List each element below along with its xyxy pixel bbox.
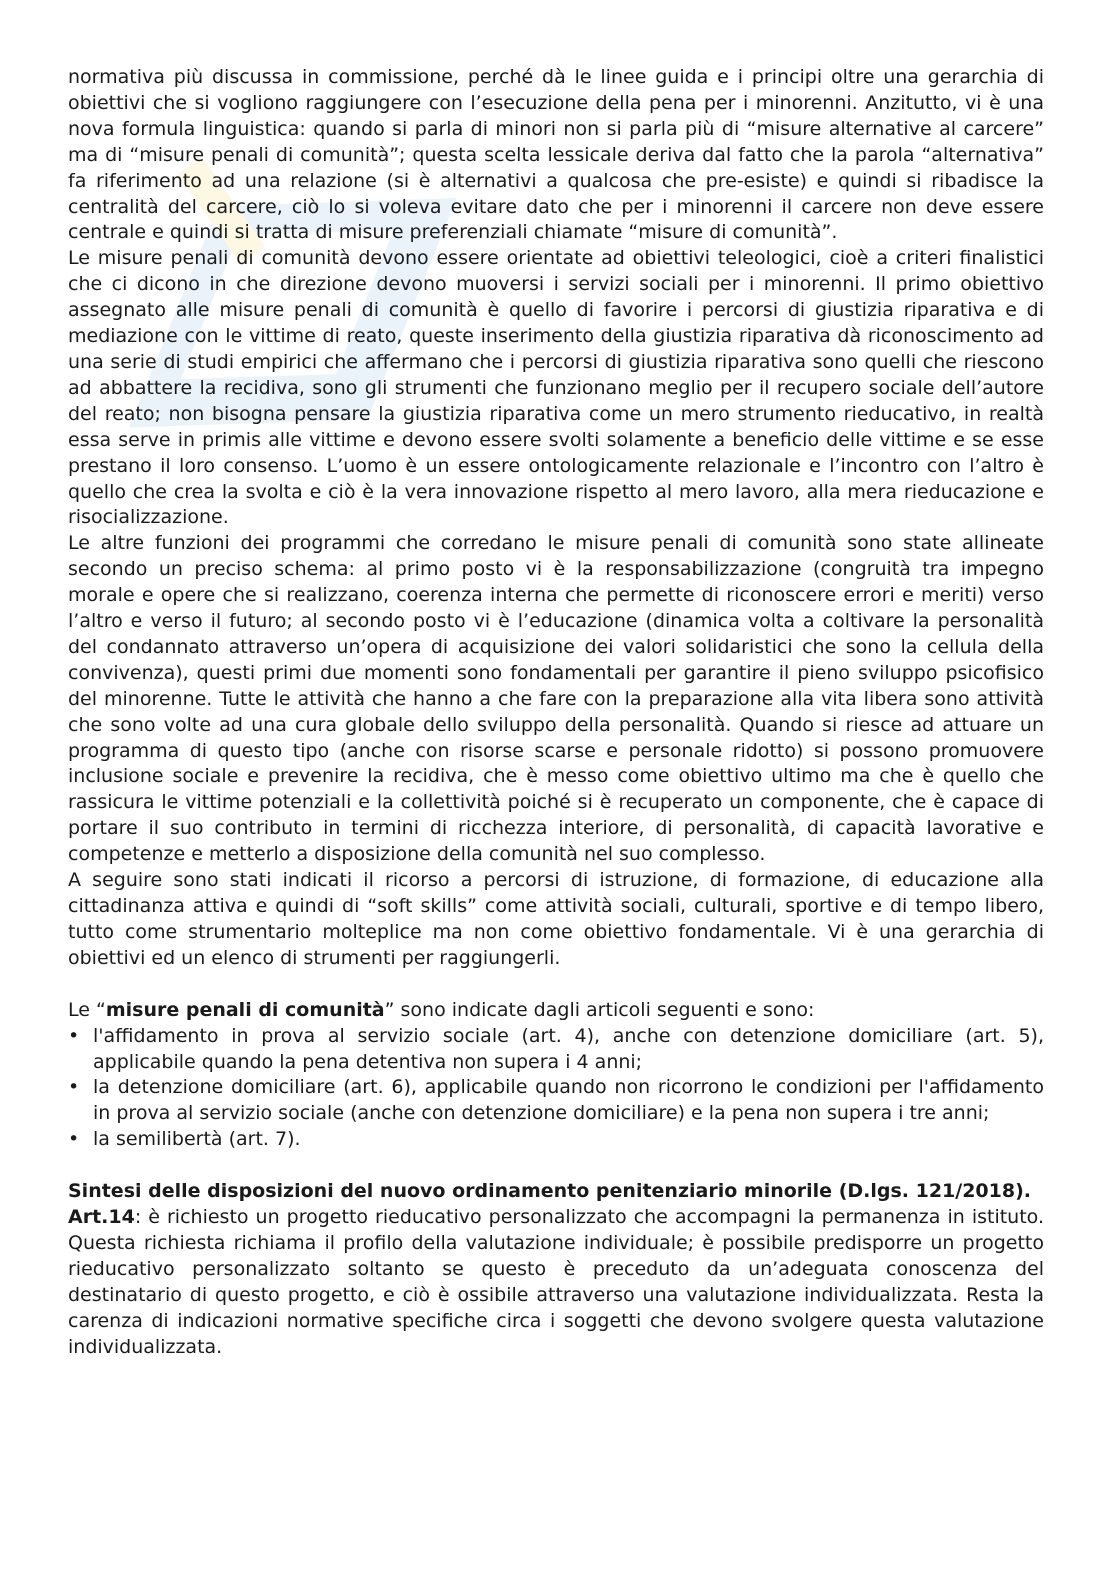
- paragraph-4: A seguire sono stati indicati il ricorso a percorsi di istruzione, di formazione, di educazione alla cittadinanza attiva e quindi di “soft skills” come attività sociali, culturali, sportive e di tempo libero, tutto come strumentario molteplice ma non come obiettivo fondamentale. Vi è una gerarchia di obiettivi ed un elenco di strumenti per raggiungerli.: [68, 869, 1044, 969]
- list-item: • la detenzione domiciliare (art. 6), applicabile quando non ricorrono le condizioni per l'affidamento in prova al servizio sociale (anche con detenzione domiciliare) e la pena non supera i tre anni;: [93, 1075, 1044, 1127]
- list-item: • l'affidamento in prova al servizio sociale (art. 4), anche con detenzione domiciliare (art. 5), applicabile quando la pena detentiva non supera i 4 anni;: [93, 1024, 1044, 1076]
- paragraph-1: normativa più discussa in commissione, perché dà le linee guida e i principi oltre una gerarchia di obiettivi che si vogliono raggiungere con l’esecuzione della pena per i minorenni. Anzitutto, vi è una nova formula linguistica: quando si parla di minori non si parla più di “misure alternative al carcere” ma di “misure penali di comunità”; questa scelta lessicale deriva dal fatto che la parola “alternativa” fa riferimento ad una relazione (si è alternativi a qualcosa che pre-esiste) e quindi si ribadisce la centralità del carcere, ciò lo si voleva evitare dato che per i minorenni il carcere non deve essere centrale e quindi si tratta di misure preferenziali chiamate “misure di comunità”.: [68, 66, 1044, 244]
- article-text: : è richiesto un progetto rieducativo personalizzato che accompagni la permanenza in istituto. Questa richiesta richiama il profilo della valutazione individuale; è possibile predisporre un progetto rieducativo personalizzato soltanto se questo è preceduto da un’adeguata conoscenza del destinatario di questo progetto, e ciò è ossibile attraverso una valutazione individualizzata. Resta la carenza di indicazioni normative specifiche circa i soggetti che devono svolgere questa valutazione individualizzata.: [68, 1206, 1044, 1358]
- paragraph-2: Le misure penali di comunità devono essere orientate ad obiettivi teleologici, cioè a criteri finalistici che ci dicono in che direzione devono muoversi i servizi sociali per i minorenni. Il primo obiettivo assegnato alle misure penali di comunità è quello di favorire i percorsi di giustizia riparativa e di mediazione con le vittime di reato, queste inserimento della giustizia riparativa dà riconoscimento ad una serie di studi empirici che affermano che i percorsi di giustizia riparativa sono quelli che riescono ad abbattere la recidiva, sono gli strumenti che funzionano meglio per il recupero sociale dell’autore del reato; non bisogna pensare la giustizia riparativa come un mero strumento rieducativo, in realtà essa serve in primis alle vittime e devono essere svolti solamente a beneficio delle vittime e se esse prestano il loro consenso. L’uomo è un essere ontologicamente relazionale e l’incontro con l’altro è quello che crea la svolta e ciò è la vera innovazione rispetto al mero lavoro, alla mera rieducazione e risocializzazione.: [68, 247, 1044, 529]
- list-intro: Le “misure penali di comunità” sono indicate dagli articoli seguenti e sono:: [68, 998, 815, 1021]
- paragraph-3: Le altre funzioni dei programmi che corredano le misure penali di comunità sono state allineate secondo un preciso schema: al primo posto vi è la responsabilizzazione (congruità tra impegno morale e opere che si realizzano, coerenza interna che permette di riconoscere errori e meriti) verso l’altro e verso il futuro; al secondo posto vi è l’educazione (dinamica volta a coltivare la personalità del condannato attraverso un’opera di acquisizione dei valori solidaristici che sono la cellula della convivenza), questi primi due momenti sono fondamentali per garantire il pieno sviluppo psicofisico del minorenne. Tutte le attività che hanno a che fare con la preparazione alla vita libera sono attività che sono volte ad una cura globale dello sviluppo della personalità. Quando si riesce ad attuare un programma di questo tipo (anche con risorse scarse e personale ridotto) si possono promuovere inclusione sociale e prevenire la recidiva, che è messo come obiettivo ultimo ma che è quello che rassicura le vittime potenziali e la collettività poiché si è recuperato un componente, che è capace di portare il suo contributo in termini di ricchezza interiore, di personalità, di capacità lavorative e competenze e metterlo a disposizione della comunità nel suo complesso.: [68, 532, 1044, 866]
- article-label: Art.14: [68, 1206, 135, 1229]
- article-14-paragraph: [68, 1205, 1044, 1360]
- list-item: • la semilibertà (art. 7).: [93, 1127, 1044, 1153]
- list-intro-bold: misure penali di comunità: [105, 998, 385, 1021]
- section-heading: Sintesi delle disposizioni del nuovo ordinamento penitenziario minorile (D.lgs. 121/2018).: [68, 1180, 1031, 1203]
- measures-list: [68, 1024, 1044, 1154]
- document-page: [68, 65, 1044, 1361]
